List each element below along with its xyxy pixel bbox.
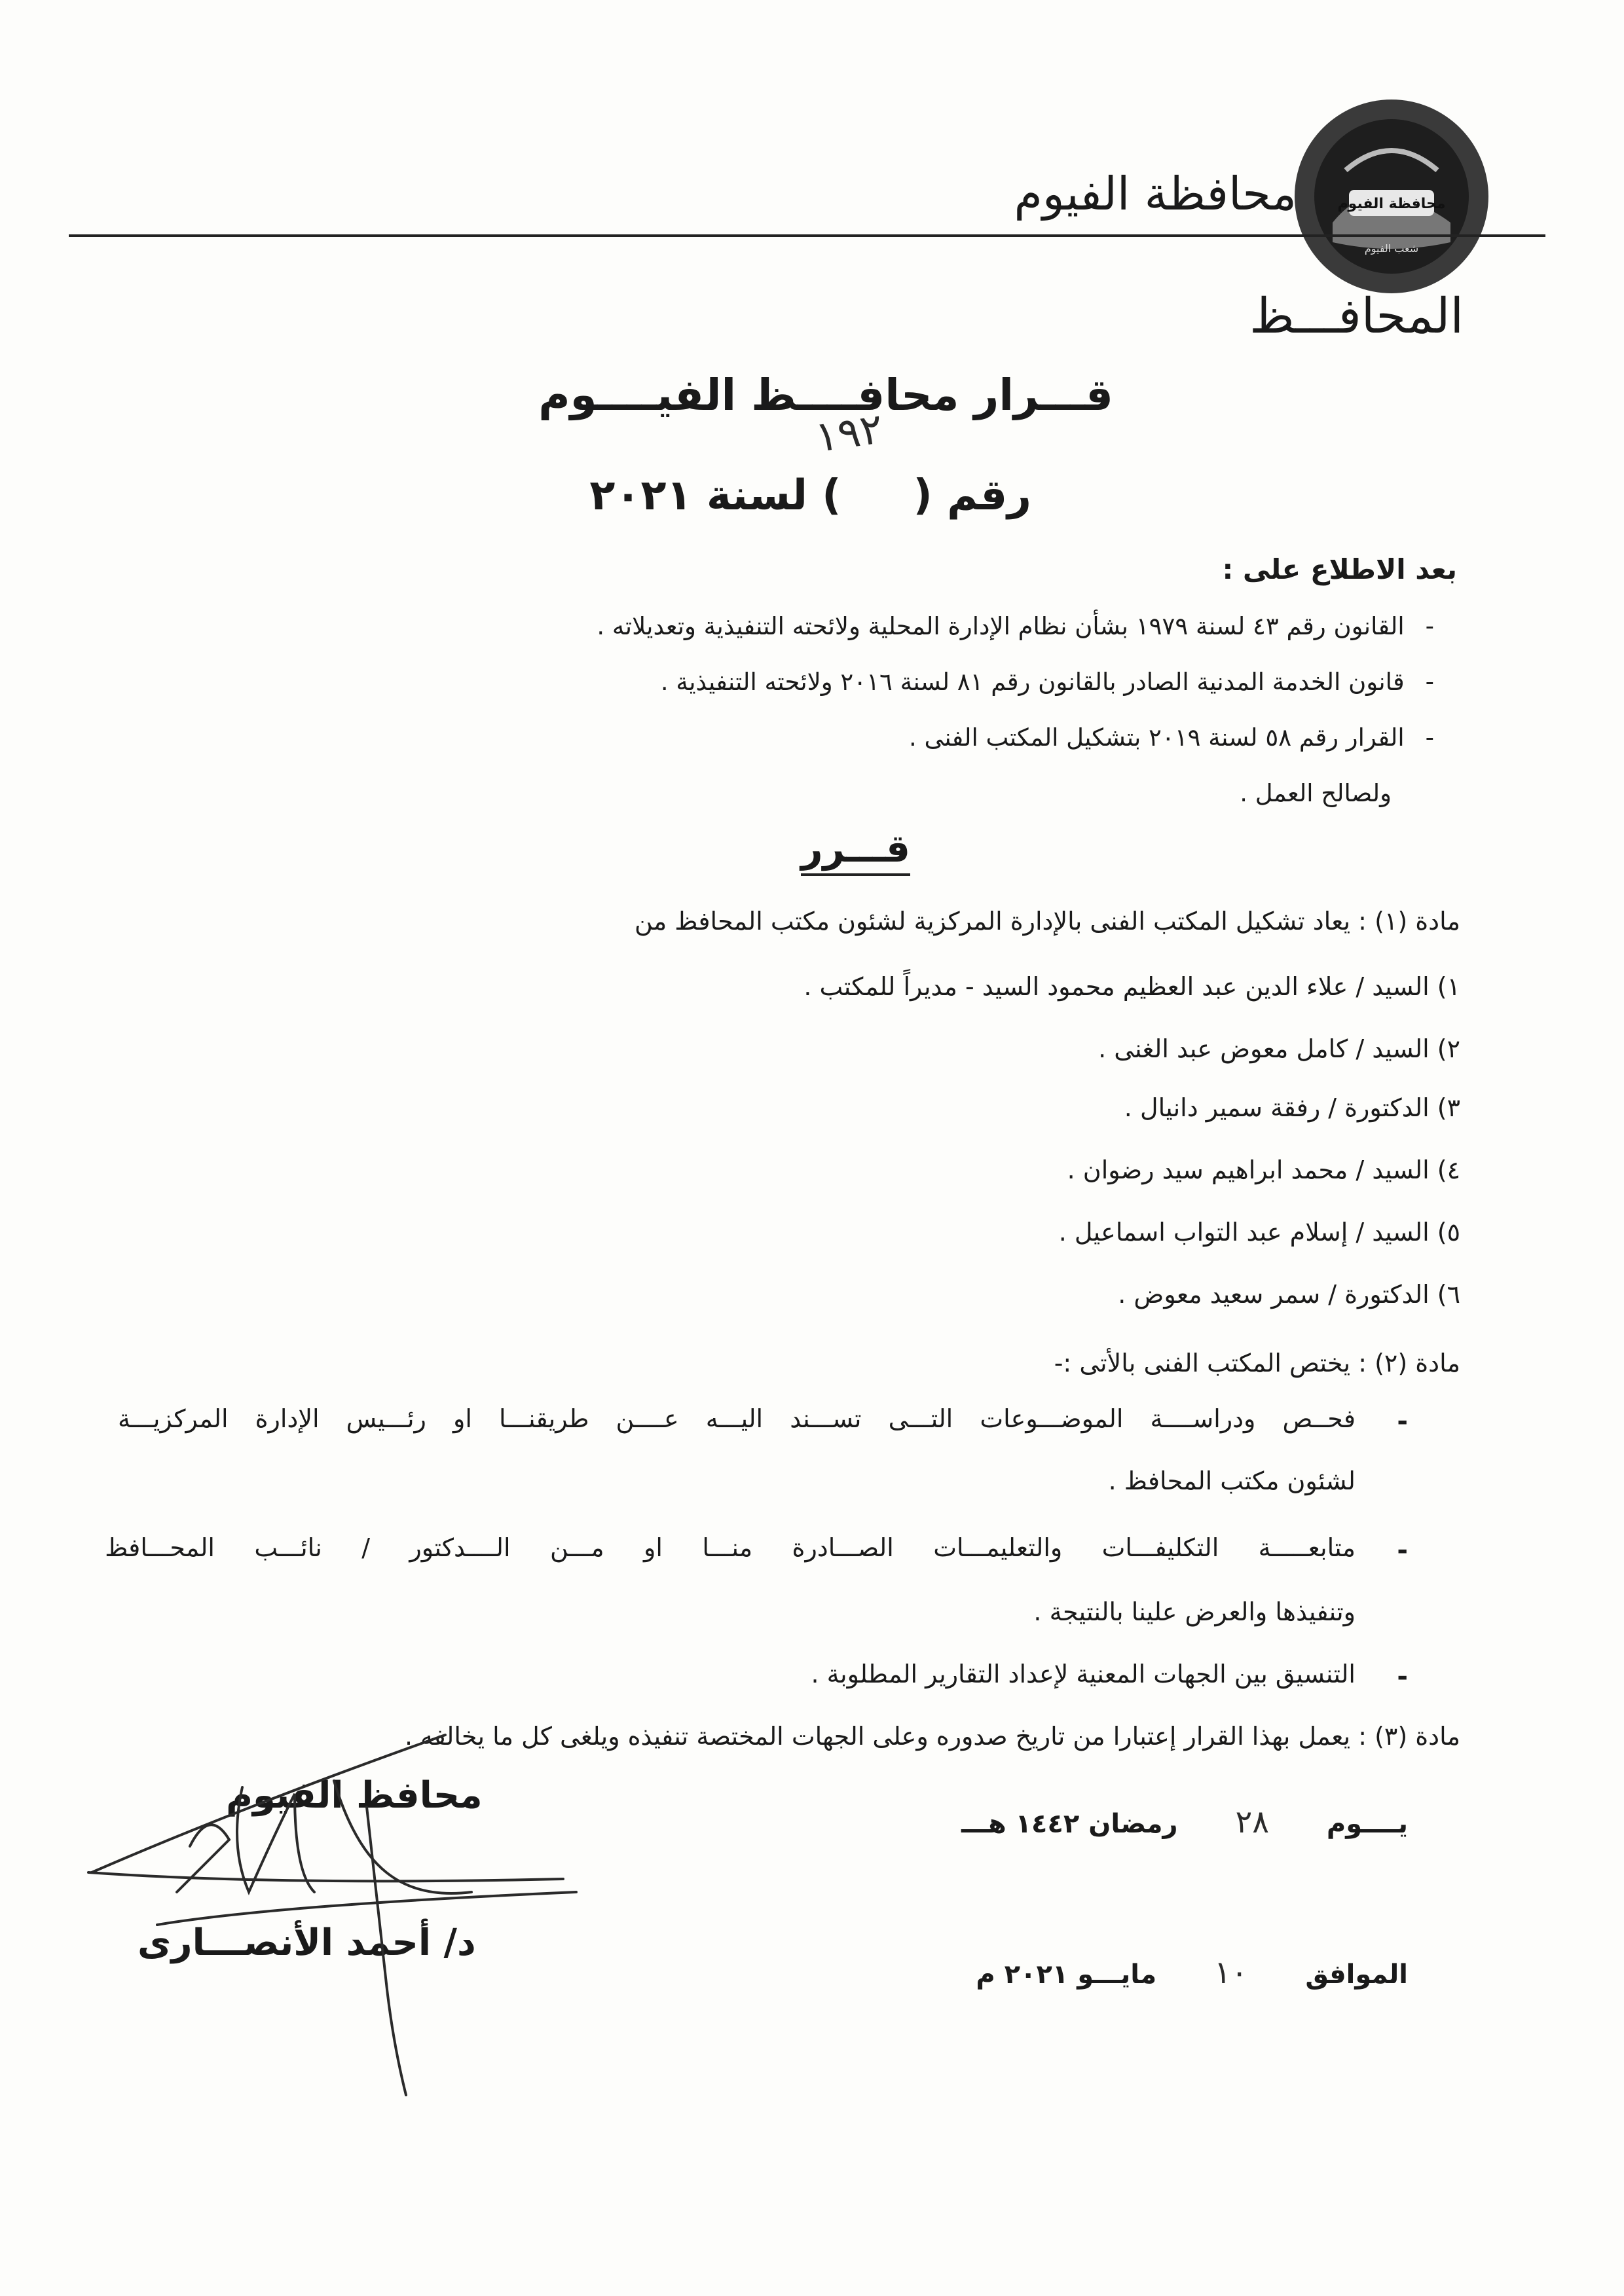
duty-word: والتعليمـــات xyxy=(933,1533,1063,1562)
duty-continuation: لشئون مكتب المحافظ . xyxy=(1108,1467,1356,1495)
office-label: المحافـــظ xyxy=(1249,288,1464,344)
duty-word: او xyxy=(452,1404,472,1433)
duty-line xyxy=(105,1533,1356,1562)
member-item: ٤) السيد / محمد ابراهيم سيد رضوان . xyxy=(1067,1156,1460,1184)
governorate-emblem xyxy=(1287,92,1496,301)
duty-word: رئـــيس xyxy=(346,1404,426,1433)
duty-word: / xyxy=(361,1533,371,1562)
duty-word: الإدارة xyxy=(255,1404,320,1433)
decree-title: قـــرار محافــــظ الفيــــوم xyxy=(538,370,1113,420)
duty-word: او xyxy=(644,1533,663,1562)
duty-line xyxy=(118,1404,1356,1433)
decree-number-prefix: رقم ( xyxy=(913,471,1031,520)
emblem-text: محافظة الفيوم xyxy=(1337,196,1446,212)
duty-word: متابعـــــة xyxy=(1258,1533,1356,1562)
reference-item: -القرار رقم ٥٨ لسنة ٢٠١٩ بتشكيل المكتب الفنى . xyxy=(908,723,1434,752)
reference-item: -القانون رقم ٤٣ لسنة ١٩٧٩ بشأن نظام الإدارة المحلية ولائحته التنفيذية وتعديلاته . xyxy=(597,612,1434,640)
intro-closing: ولصالح العمل . xyxy=(1240,779,1392,807)
duty-word: تســـند xyxy=(790,1404,862,1433)
handwritten-decree-number: ١٩٢ xyxy=(812,405,886,462)
member-item: ٦) الدكتورة / سمر سعيد معوض . xyxy=(1118,1280,1460,1309)
duty-word: نائـــب xyxy=(254,1533,322,1562)
corresponding-label: الموافق xyxy=(1305,1959,1408,1990)
decided-heading: قـــرر xyxy=(801,826,910,876)
duty-continuation: وتنفيذها والعرض علينا بالنتيجة . xyxy=(1033,1597,1356,1626)
duty-word: الــــدكتور xyxy=(409,1533,511,1562)
duty-word: التـــى xyxy=(888,1404,953,1433)
governorate-name: محافظة الفيوم xyxy=(1014,167,1297,221)
article-2: مادة (٢) : يختص المكتب الفنى بالأتى :- xyxy=(1054,1349,1460,1377)
duty-word: طريقنـــا xyxy=(498,1404,589,1433)
day-handwritten: ٢٨ xyxy=(1235,1804,1270,1840)
duty-word: المركزيـــة xyxy=(118,1404,229,1433)
bullet-mark: - xyxy=(1397,1535,1408,1565)
emblem-subtext: شعب الفيوم xyxy=(1364,242,1419,255)
duty-line: التنسيق بين الجهات المعنية لإعداد التقارير المطلوبة . xyxy=(811,1660,1356,1688)
decree-number-suffix: ) لسنة ٢٠٢١ xyxy=(589,471,841,520)
gregorian-date: مايـــو ٢٠٢١ م xyxy=(976,1959,1157,1990)
member-item: ٣) الدكتورة / رفقة سمير دانيال . xyxy=(1124,1093,1460,1122)
duty-word: عــــن xyxy=(616,1404,679,1433)
bullet-mark: - xyxy=(1397,1406,1408,1436)
duty-word: ودراســــة xyxy=(1150,1404,1256,1433)
reference-text: قانون الخدمة المدنية الصادر بالقانون رقم ٨١ لسنة ٢٠١٦ ولائحته التنفيذية . xyxy=(660,668,1405,696)
reference-text: القانون رقم ٤٣ لسنة ١٩٧٩ بشأن نظام الإدارة المحلية ولائحته التنفيذية وتعديلاته . xyxy=(597,612,1405,640)
day-label: يــــوم xyxy=(1326,1809,1408,1839)
duty-word: الصـــادرة xyxy=(792,1533,894,1562)
hijri-date-line xyxy=(961,1804,1408,1840)
member-item: ١) السيد / علاء الدين عبد العظيم محمود السيد - مديراً للمكتب . xyxy=(803,972,1460,1001)
duty-word: منـــا xyxy=(702,1533,753,1562)
bullet-mark: - xyxy=(1397,1662,1408,1692)
handwritten-signature xyxy=(79,1676,602,2108)
gregorian-day: ١٠ xyxy=(1213,1954,1248,1991)
decree-number-line xyxy=(589,471,1031,520)
reference-text: القرار رقم ٥٨ لسنة ٢٠١٩ بتشكيل المكتب الفنى . xyxy=(908,723,1405,752)
header-divider xyxy=(69,234,1545,237)
duty-word: مـــن xyxy=(549,1533,604,1562)
duty-word: الموضـــوعات xyxy=(980,1404,1124,1433)
signature-title: محافظ الفيوم xyxy=(226,1774,483,1817)
article-1: مادة (١) : يعاد تشكيل المكتب الفنى بالإدارة المركزية لشئون مكتب المحافظ من xyxy=(634,907,1460,936)
duty-word: اليـــه xyxy=(705,1404,764,1433)
signature-name: د/ أحمد الأنصـــارى xyxy=(138,1922,476,1964)
article-3: مادة (٣) : يعمل بهذا القرار إعتبارا من تاريخ صدوره وعلى الجهات المختصة تنفيذه ويلغى كل ما يخالفه . xyxy=(405,1722,1460,1751)
gregorian-date-line xyxy=(976,1954,1408,1991)
duty-word: المحـــافظ xyxy=(105,1533,215,1562)
hijri-date: رمضان ١٤٤٢ هـــ xyxy=(961,1809,1178,1839)
member-item: ٥) السيد / إسلام عبد التواب اسماعيل . xyxy=(1058,1218,1460,1247)
reference-item: -قانون الخدمة المدنية الصادر بالقانون رقم ٨١ لسنة ٢٠١٦ ولائحته التنفيذية . xyxy=(660,668,1434,696)
duty-word: التكليفـــات xyxy=(1101,1533,1219,1562)
duty-word: فحــص xyxy=(1282,1404,1356,1433)
member-item: ٢) السيد / كامل معوض عبد الغنى . xyxy=(1098,1034,1460,1063)
intro-heading: بعد الاطلاع على : xyxy=(1222,553,1457,585)
